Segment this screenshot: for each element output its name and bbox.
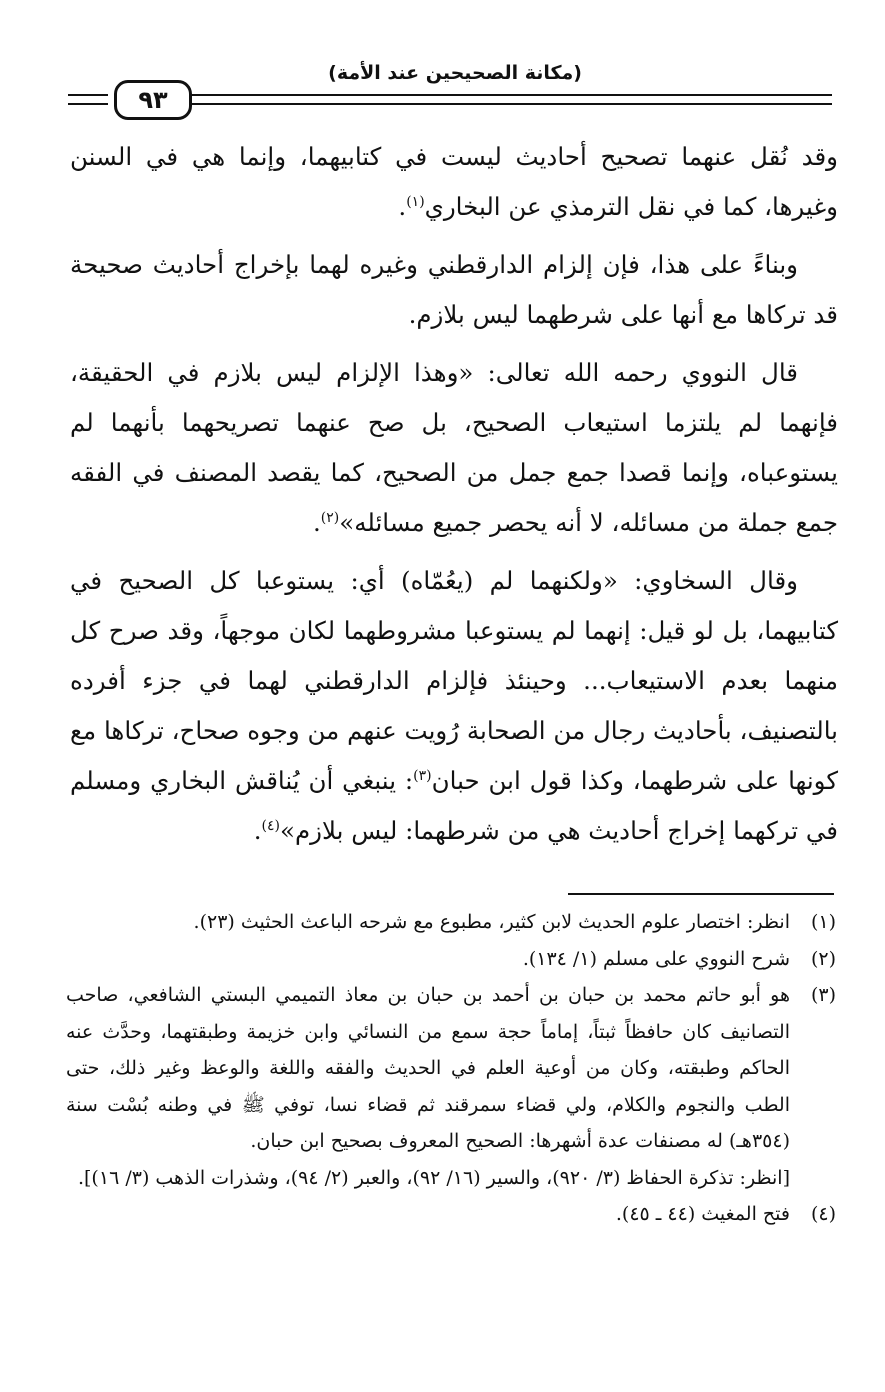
footnote-number: (٢) [810, 947, 836, 970]
footnote-ref: (٢) [320, 509, 340, 526]
footnote-text: فتح المغيث (٤٤ ـ ٤٥). [615, 1203, 790, 1225]
paragraph-tail: . [312, 508, 321, 537]
running-title: (مكانة الصحيحين عند الأمة) [328, 62, 582, 84]
footnote-ref: (٣) [413, 767, 432, 784]
paragraph-2 [70, 240, 838, 340]
footnotes [66, 904, 836, 1233]
footnote-separator [568, 893, 834, 895]
footnote-body [66, 977, 790, 1196]
paragraph-1 [70, 132, 838, 232]
footnote-3 [66, 977, 836, 1196]
paragraph-tail: . [398, 192, 407, 221]
footnote-ref: (١) [406, 193, 425, 210]
footnote-1 [66, 904, 836, 941]
paragraph-text-cont: : ينبغي أن يُناقش البخاري ومسلم في تركهما إخراج أحاديث هي من شرطهما: ليس بلازم» [70, 766, 838, 845]
paragraph-text: وبناءً على هذا، فإن إلزام الدارقطني وغيره لهما بإخراج أحاديث صحيحة قد تركاها مع أنها على شرطهما ليس بلازم. [70, 250, 838, 329]
header-rule-left [68, 94, 108, 105]
paragraph-text: وقد نُقل عنهما تصحيح أحاديث ليست في كتابيهما، وإنما هي في السنن وغيرها، كما في نقل الترمذي عن البخاري [70, 142, 838, 221]
paragraph-text: وقال السخاوي: «ولكنهما لم (يعُمّاه) أي: يستوعبا كل الصحيح في كتابيهما، بل لو قيل: إنهما لم يستوعبا مشروطهما لكان موجهاً، وقد صرح كل منهما بعدم الاستيعاب... وحينئذ فإلزام الدارقطني لهما في جزء أفرده بالتصنيف، بأحاديث رجال من الصحابة رُويت عنهم من وجوه صحاح، تركاها مع كونها على شرطهما، وكذا قول ابن حبان [70, 566, 838, 795]
footnote-4 [66, 1196, 836, 1233]
footnote-text: شرح النووي على مسلم (١/ ١٣٤). [522, 947, 790, 970]
page-header [62, 58, 832, 122]
footnote-2 [66, 941, 836, 978]
paragraph-tail: . [253, 816, 262, 845]
paragraph-4 [70, 556, 838, 856]
paragraph-3 [70, 348, 838, 548]
footnote-number: (١) [810, 911, 836, 933]
footnote-ref: (٤) [261, 817, 280, 834]
footnote-number: (٣) [810, 984, 836, 1006]
footnote-sources: [انظر: تذكرة الحفاظ (٣/ ٩٢٠)، والسير (١٦/ ٩٢)، والعبر (٢/ ٩٤)، وشذرات الذهب (٣/ ١٦)]. [77, 1166, 790, 1189]
footnote-number: (٤) [810, 1203, 836, 1225]
header-rule-right [190, 94, 832, 105]
main-text [70, 132, 838, 864]
footnote-text: انظر: اختصار علوم الحديث لابن كثير، مطبوع مع شرحه الباعث الحثيث (٢٣). [193, 911, 790, 933]
page-number-badge: ٩٣ [114, 80, 192, 120]
footnote-text: هو أبو حاتم محمد بن حبان بن أحمد بن حبان بن معاذ التميمي البستي الشافعي، صاحب التصانيف كان حافظاً ثبتاً، إماماً حجة سمع من النسائي وابن خزيمة وطبقتهما، وحدَّث عنه الحاكم وطبقته، وكان من أوعية العلم في الحديث والفقه واللغة والوعظ وغير ذلك، حتى الطب والنجوم والكلام، ولي قضاء سمرقند ثم قضاء نسا، توفي ﷺ في وطنه بُسْت سنة (٣٥٤هـ) له مصنفات عدة أشهرها: الصحيح المعروف بصحيح ابن حبان. [66, 984, 790, 1152]
paragraph-text: قال النووي رحمه الله تعالى: «وهذا الإلزام ليس بلازم في الحقيقة، فإنهما لم يلتزما استيعاب الصحيح، بل صح عنهما تصريحهما بأنهما لم يستوعباه، وإنما قصدا جمع جمل من الصحيح، كما يقصد المصنف في الفقه جمع جملة من مسائله، لا أنه يحصر جميع مسائله» [70, 358, 838, 537]
